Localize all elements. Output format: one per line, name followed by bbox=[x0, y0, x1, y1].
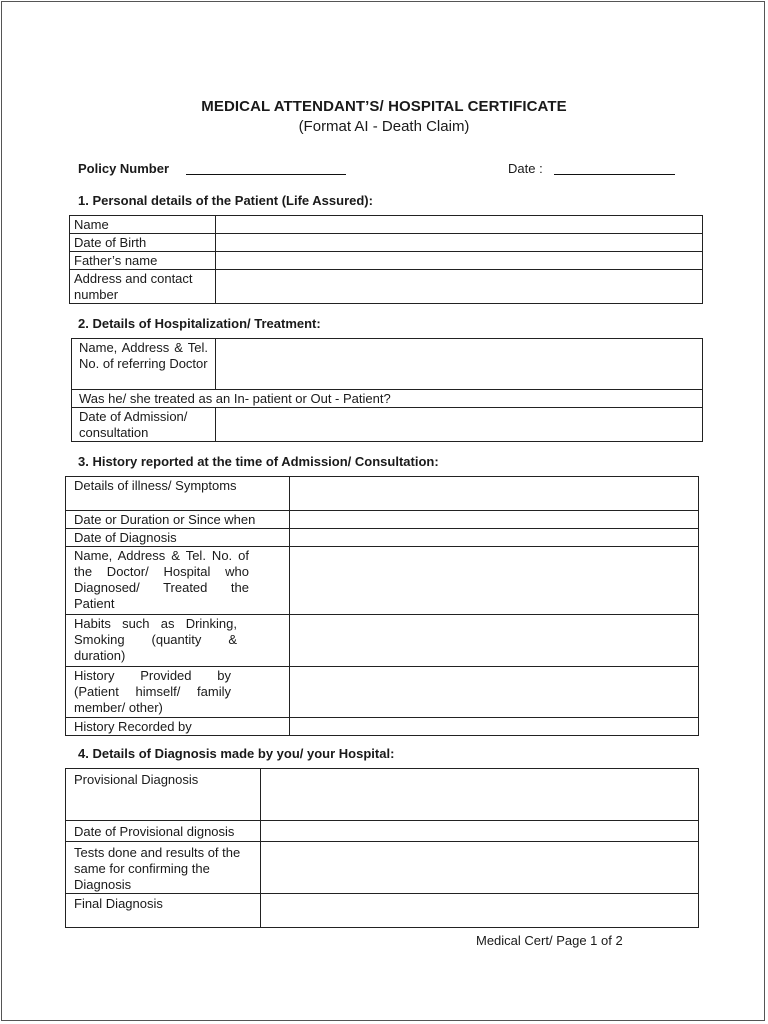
policy-number-field[interactable] bbox=[186, 174, 346, 175]
row-label-final-diagnosis: Final Diagnosis bbox=[66, 894, 261, 928]
provisional-date-field[interactable] bbox=[261, 821, 699, 842]
provisional-diagnosis-field[interactable] bbox=[261, 769, 699, 821]
row-label-date-of-diagnosis: Date of Diagnosis bbox=[66, 529, 290, 547]
inpatient-question[interactable]: Was he/ she treated as an In- patient or Out - Patient? bbox=[72, 390, 703, 408]
date-label: Date : bbox=[508, 161, 543, 176]
row-label-diagnosing-doctor: Name, Address & Tel. No. of the Doctor/ Hospital who Diagnosed/ Treated the Patient bbox=[66, 547, 290, 615]
date-field[interactable] bbox=[554, 174, 675, 175]
diagnosing-doctor-field[interactable] bbox=[290, 547, 699, 615]
row-label-history-provided-by: History Provided by (Patient himself/ family member/ other) bbox=[66, 667, 290, 718]
tests-done-field[interactable] bbox=[261, 842, 699, 894]
name-field[interactable] bbox=[216, 216, 703, 234]
row-label-habits: Habits such as Drinking, Smoking (quantity & duration) bbox=[66, 615, 290, 667]
row-label-admission-date: Date of Admission/ consultation bbox=[72, 408, 216, 442]
row-label-provisional-date: Date of Provisional dignosis bbox=[66, 821, 261, 842]
section-1-heading: 1. Personal details of the Patient (Life Assured): bbox=[78, 193, 373, 208]
page-number-footer: Medical Cert/ Page 1 of 2 bbox=[476, 933, 623, 948]
document-title: MEDICAL ATTENDANT’S/ HOSPITAL CERTIFICATE bbox=[201, 98, 567, 115]
final-diagnosis-field[interactable] bbox=[261, 894, 699, 928]
history-table bbox=[65, 476, 699, 736]
history-provided-by-field[interactable] bbox=[290, 667, 699, 718]
diagnosis-table bbox=[65, 768, 699, 928]
duration-field[interactable] bbox=[290, 511, 699, 529]
row-label-date-of-birth: Date of Birth bbox=[70, 234, 216, 252]
row-label-history-recorded-by: History Recorded by bbox=[66, 718, 290, 736]
row-label-duration: Date or Duration or Since when bbox=[66, 511, 290, 529]
row-label-fathers-name: Father’s name bbox=[70, 252, 216, 270]
section-3-heading: 3. History reported at the time of Admission/ Consultation: bbox=[78, 454, 439, 469]
address-contact-field[interactable] bbox=[216, 270, 703, 304]
admission-date-field[interactable] bbox=[216, 408, 703, 442]
document-subtitle: (Format AI - Death Claim) bbox=[298, 118, 470, 135]
illness-symptoms-field[interactable] bbox=[290, 477, 699, 511]
date-of-diagnosis-field[interactable] bbox=[290, 529, 699, 547]
row-label-provisional-diagnosis: Provisional Diagnosis bbox=[66, 769, 261, 821]
row-label-referring-doctor: Name, Address & Tel. No. of referring Doctor bbox=[72, 339, 216, 390]
date-of-birth-field[interactable] bbox=[216, 234, 703, 252]
hospitalization-table bbox=[71, 338, 703, 442]
row-label-name: Name bbox=[70, 216, 216, 234]
policy-number-label: Policy Number bbox=[78, 161, 170, 176]
fathers-name-field[interactable] bbox=[216, 252, 703, 270]
section-2-heading: 2. Details of Hospitalization/ Treatment: bbox=[78, 316, 321, 331]
referring-doctor-field[interactable] bbox=[216, 339, 703, 390]
patient-details-table bbox=[69, 215, 703, 304]
row-label-illness-symptoms: Details of illness/ Symptoms bbox=[66, 477, 290, 511]
history-recorded-by-field[interactable] bbox=[290, 718, 699, 736]
row-label-address-contact: Address and contact number bbox=[70, 270, 216, 304]
section-4-heading: 4. Details of Diagnosis made by you/ your Hospital: bbox=[78, 746, 395, 761]
row-label-tests-done: Tests done and results of the same for confirming the Diagnosis bbox=[66, 842, 261, 894]
habits-field[interactable] bbox=[290, 615, 699, 667]
